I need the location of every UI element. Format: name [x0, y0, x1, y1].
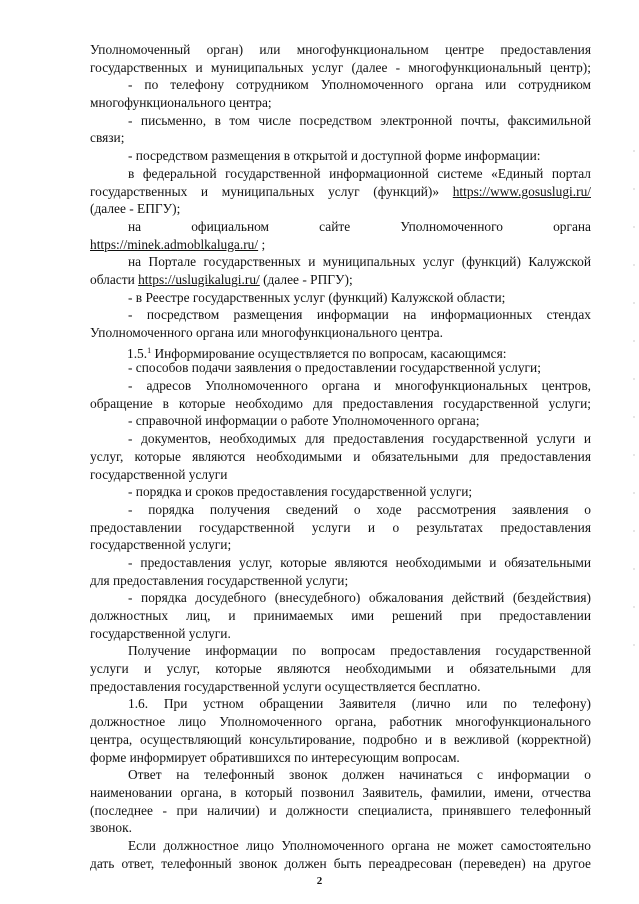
text-line: на Портале государственных и муниципальных услуг (функций) Калужской — [128, 254, 591, 270]
scan-edge-marks — [633, 150, 635, 670]
text-line: - письменно, в том числе посредством электронной почты, факсимильной — [128, 112, 591, 128]
text-fragment: 1.5. — [127, 345, 148, 361]
text-fragment: государственных и муниципальных услуг (функций)» — [90, 183, 453, 199]
text-line: (далее - ЕПГУ); — [90, 201, 181, 217]
text-fragment: области — [90, 271, 139, 287]
page-number: 2 — [316, 875, 323, 887]
text-line: - посредством размещения информации на информационных стендах — [128, 307, 591, 323]
text-line: государственных и муниципальных услуг (далее - многофункциональный центр); — [90, 59, 591, 75]
text-line — [90, 342, 591, 360]
text-line: звонок. — [90, 820, 132, 836]
text-line: Уполномоченного органа или многофункционального центра. — [90, 325, 443, 340]
text-line: Если должностное лицо Уполномоченного органа не может самостоятельно — [128, 837, 591, 853]
document-body — [90, 41, 591, 872]
text-line: государственной услуги — [90, 466, 228, 482]
text-line: для предоставления государственной услуги; — [90, 572, 349, 588]
text-line: должностных лиц, и принимаемых ими решений при предоставлении — [90, 608, 591, 623]
text-line: услуги и услуг, которые являются необходимыми и обязательными для — [90, 661, 591, 677]
text-line — [90, 271, 591, 289]
text-line: - посредством размещения в открытой и доступной форме информации: — [128, 148, 541, 164]
text-line: на официальном сайте Уполномоченного органа — [128, 218, 591, 234]
text-line: - в Реестре государственных услуг (функций) Калужской области; — [128, 289, 506, 305]
url-link[interactable]: https://uslugikalugi.ru/ — [138, 271, 260, 287]
text-line: 1.6. При устном обращении Заявителя (лично или по телефону) — [128, 696, 591, 712]
text-line: предоставлении государственной услуги и о результатах предоставления — [90, 519, 591, 535]
text-line: обращение в которые необходимо для предоставления государственной услуги; — [90, 395, 591, 411]
text-line: форме информирует обратившихся по интересующим вопросам. — [90, 749, 460, 765]
text-line: - адресов Уполномоченного органа и многофункциональных центров, — [128, 378, 591, 394]
text-fragment: Информирование осуществляется по вопросам, касающимся: — [151, 345, 507, 361]
text-line: государственной услуги; — [90, 537, 232, 553]
text-line — [90, 183, 591, 201]
url-link[interactable]: https://www.gosuslugi.ru/ — [452, 183, 591, 199]
text-line: (последнее - при наличии) и должности специалиста, принявшего телефонный — [90, 802, 591, 818]
text-line: - порядка досудебного (внесудебного) обжалования действий (бездействия) — [128, 590, 591, 606]
superscript: 1 — [147, 345, 152, 355]
text-line: - предоставления услуг, которые являются необходимыми и обязательными — [128, 554, 591, 570]
text-line: должностное лицо Уполномоченного органа, работник многофункционального — [90, 714, 591, 730]
text-fragment: (далее - РПГУ); — [259, 271, 353, 287]
url-link[interactable]: https://minek.admoblkaluga.ru/ — [90, 236, 259, 252]
text-line: - порядка получения сведений о ходе рассмотрения заявления о — [128, 501, 591, 517]
text-line: предоставления государственной услуги осуществляется бесплатно. — [90, 678, 481, 694]
text-line: - способов подачи заявления о предоставлении государственной услуги; — [128, 360, 541, 376]
text-line: услуг, которые являются необходимыми и обязательными для предоставления — [90, 448, 591, 464]
text-line: - документов, необходимых для предоставления государственной услуги и — [128, 431, 591, 447]
text-line: многофункционального центра; — [90, 95, 272, 111]
text-line: - по телефону сотрудником Уполномоченного органа или сотрудником — [128, 77, 591, 93]
text-line: Ответ на телефонный звонок должен начинаться с информации о — [128, 767, 591, 783]
text-line: Получение информации по вопросам предоставления государственной — [128, 643, 591, 659]
text-line — [90, 236, 591, 254]
text-line: связи; — [90, 130, 125, 146]
text-line: в федеральной государственной информационной системе «Единый портал — [128, 165, 591, 181]
text-line: наименовании органа, в который позвонил Заявитель, фамилии, имени, отчества — [90, 784, 591, 800]
text-line: Уполномоченный орган) или многофункциональном центре предоставления — [90, 42, 591, 57]
text-line: - справочной информации о работе Уполномоченного органа; — [128, 413, 480, 429]
text-line: государственной услуги. — [90, 625, 231, 641]
text-fragment: ; — [258, 236, 266, 252]
text-line: дать ответ, телефонный звонок должен быть переадресован (переведен) на другое — [90, 855, 591, 871]
text-line: - порядка и сроков предоставления государственной услуги; — [128, 484, 473, 500]
text-line: центра, осуществляющий консультирование, подробно и в вежливой (корректной) — [90, 731, 591, 747]
